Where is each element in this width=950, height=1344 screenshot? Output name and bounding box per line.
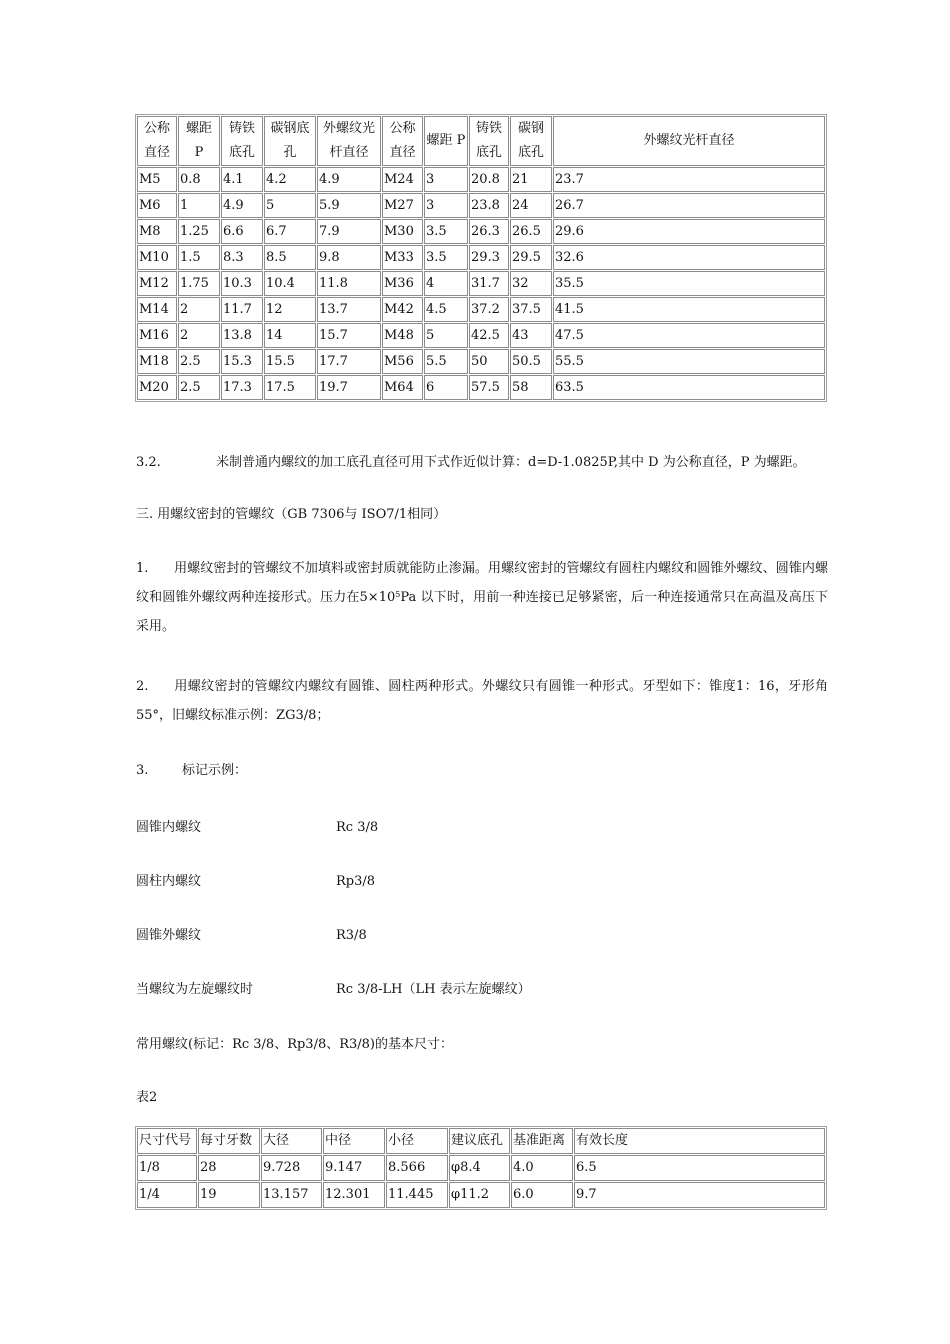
paragraph-2-text: 用螺纹密封的管螺纹内螺纹有圆锥、圆柱两种形式。外螺纹只有圆锥一种形式。牙型如下：锥度1：16，牙形角55°，旧螺纹标准示例：ZG3/8； — [136, 679, 828, 723]
table-cell: M20 — [137, 375, 177, 400]
table-cell: 4.0 — [511, 1155, 573, 1181]
table-cell: 37.5 — [510, 297, 552, 322]
table-cell: 8.566 — [386, 1155, 448, 1181]
table-cell: M12 — [137, 271, 177, 296]
table-cell: M30 — [382, 219, 423, 244]
mark-example-row — [136, 872, 375, 892]
table-cell: 50.5 — [510, 349, 552, 374]
paragraph-1 — [136, 554, 828, 641]
header-cell: 铸铁底孔 — [221, 116, 263, 166]
table-row — [137, 271, 825, 296]
table-row — [137, 1155, 825, 1181]
table-cell: 26.5 — [510, 219, 552, 244]
table-cell: 4.2 — [264, 167, 316, 192]
table-row — [137, 193, 825, 218]
table-row — [137, 167, 825, 192]
table-row — [137, 297, 825, 322]
mark-example-row — [136, 980, 531, 1000]
table-cell: 0.8 — [178, 167, 220, 192]
table-cell: 2 — [178, 323, 220, 348]
table-cell: 55.5 — [553, 349, 825, 374]
table-cell: 47.5 — [553, 323, 825, 348]
header-cell: 公称直径 — [137, 116, 177, 166]
table-cell: 5 — [424, 323, 468, 348]
section-3-2 — [136, 448, 836, 477]
paragraph-3 — [136, 756, 828, 785]
common-thread-intro: 常用螺纹(标记：Rc 3/8、Rp3/8、R3/8)的基本尺寸： — [136, 1037, 454, 1052]
table-cell: M27 — [382, 193, 423, 218]
table-cell: 4 — [424, 271, 468, 296]
mark-example-value: Rc 3/8-LH（LH 表示左旋螺纹） — [336, 982, 531, 997]
table-cell: 6.7 — [264, 219, 316, 244]
table-cell: 2.5 — [178, 349, 220, 374]
table-cell: M48 — [382, 323, 423, 348]
table-cell: 1.75 — [178, 271, 220, 296]
header-cell: 螺距 P — [178, 116, 220, 166]
table-cell: M5 — [137, 167, 177, 192]
table-cell: 3 — [424, 167, 468, 192]
paragraph-2 — [136, 672, 828, 730]
table-cell: 12 — [264, 297, 316, 322]
table-cell: 14 — [264, 323, 316, 348]
table-cell: 8.5 — [264, 245, 316, 270]
table-cell: 1/4 — [137, 1182, 197, 1208]
table-cell: 15.3 — [221, 349, 263, 374]
table-cell: 35.5 — [553, 271, 825, 296]
header-cell: 公称直径 — [382, 116, 423, 166]
table-cell: 43 — [510, 323, 552, 348]
section-3-heading: 三. 用螺纹密封的管螺纹（GB 7306与 ISO7/1相同） — [136, 507, 447, 522]
table-cell: φ11.2 — [449, 1182, 510, 1208]
table-header-row — [137, 116, 825, 166]
table-cell: 10.4 — [264, 271, 316, 296]
table-2-caption: 表2 — [136, 1090, 158, 1105]
table-cell: 42.5 — [469, 323, 509, 348]
table-cell: M18 — [137, 349, 177, 374]
mark-example-row — [136, 926, 367, 946]
table-cell: 13.157 — [261, 1182, 322, 1208]
paragraph-3-number: 3. — [136, 763, 149, 778]
header-cell: 有效长度 — [574, 1128, 825, 1154]
paragraph-1-number: 1. — [136, 561, 149, 576]
table-cell: 28 — [198, 1155, 260, 1181]
paragraph-1-text-b: Pa 以下时，用前一种连接已足够紧密，后一种连接通常只在高温及高压下采用。 — [136, 590, 829, 634]
table-cell: 2 — [178, 297, 220, 322]
table-row — [137, 323, 825, 348]
table-cell: 13.8 — [221, 323, 263, 348]
table-cell: 57.5 — [469, 375, 509, 400]
table-cell: M33 — [382, 245, 423, 270]
table-row — [137, 245, 825, 270]
section-3-2-number: 3.2. — [136, 455, 161, 470]
table-header-row — [137, 1128, 825, 1154]
table-cell: 58 — [510, 375, 552, 400]
mark-example-value: R3/8 — [336, 928, 367, 943]
header-cell: 外螺纹光杆直径 — [553, 116, 825, 166]
table-row — [137, 375, 825, 400]
table-cell: 29.6 — [553, 219, 825, 244]
table-cell: 11.445 — [386, 1182, 448, 1208]
table-cell: 11.8 — [317, 271, 381, 296]
header-cell: 碳钢底孔 — [510, 116, 552, 166]
header-cell: 尺寸代号 — [137, 1128, 197, 1154]
table-cell: 17.5 — [264, 375, 316, 400]
table-cell: 6.6 — [221, 219, 263, 244]
table-cell: 9.728 — [261, 1155, 322, 1181]
header-cell: 铸铁底孔 — [469, 116, 509, 166]
table-cell: 31.7 — [469, 271, 509, 296]
pipe-thread-table — [135, 1126, 827, 1210]
table-cell: 3.5 — [424, 245, 468, 270]
table-cell: M36 — [382, 271, 423, 296]
header-cell: 中径 — [323, 1128, 385, 1154]
header-cell: 大径 — [261, 1128, 322, 1154]
header-cell: 外螺纹光杆直径 — [317, 116, 381, 166]
paragraph-1-superscript: 5 — [395, 590, 401, 599]
mark-example-value: Rp3/8 — [336, 874, 376, 889]
table-cell: 24 — [510, 193, 552, 218]
table-cell: 5.9 — [317, 193, 381, 218]
table-cell: 20.8 — [469, 167, 509, 192]
table-cell: 15.7 — [317, 323, 381, 348]
table-cell: M10 — [137, 245, 177, 270]
paragraph-1-text-a: 用螺纹密封的管螺纹不加填料或密封质就能防止渗漏。用螺纹密封的管螺纹有圆柱内螺纹和圆锥外螺纹、圆锥内螺纹和圆锥外螺纹两种连接形式。压力在5×10 — [136, 561, 828, 605]
table-cell: 2.5 — [178, 375, 220, 400]
table-cell: 6.5 — [574, 1155, 825, 1181]
mark-example-label: 圆锥外螺纹 — [136, 928, 202, 943]
table-cell: 17.3 — [221, 375, 263, 400]
table-cell: 19.7 — [317, 375, 381, 400]
table-cell: M16 — [137, 323, 177, 348]
table-cell: 1/8 — [137, 1155, 197, 1181]
table-cell: 1 — [178, 193, 220, 218]
table-cell: 41.5 — [553, 297, 825, 322]
table-cell: 17.7 — [317, 349, 381, 374]
header-cell: 碳钢底孔 — [264, 116, 316, 166]
table-cell: 19 — [198, 1182, 260, 1208]
table-cell: 6 — [424, 375, 468, 400]
table-cell: φ8.4 — [449, 1155, 510, 1181]
table-cell: 32 — [510, 271, 552, 296]
mark-example-label: 圆锥内螺纹 — [136, 820, 202, 835]
table-cell: 23.8 — [469, 193, 509, 218]
table-cell: 4.1 — [221, 167, 263, 192]
section-3-2-text: 米制普通内螺纹的加工底孔直径可用下式作近似计算：d=D-1.0825P,其中 D 为公称直径，P 为螺距。 — [216, 455, 806, 470]
paragraph-2-number: 2. — [136, 679, 149, 694]
metric-thread-table — [135, 114, 827, 402]
table-cell: M6 — [137, 193, 177, 218]
header-cell: 每寸牙数 — [198, 1128, 260, 1154]
table-cell: 3 — [424, 193, 468, 218]
table-row — [137, 349, 825, 374]
table-cell: 12.301 — [323, 1182, 385, 1208]
table-cell: 26.3 — [469, 219, 509, 244]
table-cell: 5.5 — [424, 349, 468, 374]
table-cell: 9.147 — [323, 1155, 385, 1181]
table-cell: 4.9 — [317, 167, 381, 192]
table-cell: 29.5 — [510, 245, 552, 270]
mark-example-value: Rc 3/8 — [336, 820, 379, 835]
table-cell: 26.7 — [553, 193, 825, 218]
table-cell: 32.6 — [553, 245, 825, 270]
table-row — [137, 1182, 825, 1208]
table-row — [137, 219, 825, 244]
header-cell: 基准距离 — [511, 1128, 573, 1154]
table-cell: 6.0 — [511, 1182, 573, 1208]
table-cell: M64 — [382, 375, 423, 400]
table-cell: 1.5 — [178, 245, 220, 270]
table-cell: 23.7 — [553, 167, 825, 192]
table-cell: M56 — [382, 349, 423, 374]
header-cell: 螺距 P — [424, 116, 468, 166]
table-cell: 4.9 — [221, 193, 263, 218]
table-cell: 11.7 — [221, 297, 263, 322]
table-cell: 8.3 — [221, 245, 263, 270]
table-cell: 21 — [510, 167, 552, 192]
mark-example-label: 圆柱内螺纹 — [136, 874, 202, 889]
mark-example-label: 当螺纹为左旋螺纹时 — [136, 982, 254, 997]
table-cell: 3.5 — [424, 219, 468, 244]
table-cell: 5 — [264, 193, 316, 218]
table-cell: 15.5 — [264, 349, 316, 374]
table-cell: M14 — [137, 297, 177, 322]
table-cell: 37.2 — [469, 297, 509, 322]
paragraph-3-text: 标记示例： — [182, 763, 248, 778]
table-cell: 1.25 — [178, 219, 220, 244]
table-cell: M8 — [137, 219, 177, 244]
table-cell: 13.7 — [317, 297, 381, 322]
table-cell: 9.7 — [574, 1182, 825, 1208]
table-cell: M24 — [382, 167, 423, 192]
table-cell: 29.3 — [469, 245, 509, 270]
table-cell: M42 — [382, 297, 423, 322]
table-cell: 10.3 — [221, 271, 263, 296]
table-cell: 50 — [469, 349, 509, 374]
table-cell: 9.8 — [317, 245, 381, 270]
header-cell: 建议底孔 — [449, 1128, 510, 1154]
header-cell: 小径 — [386, 1128, 448, 1154]
table-cell: 4.5 — [424, 297, 468, 322]
mark-example-row — [136, 818, 378, 838]
table-cell: 63.5 — [553, 375, 825, 400]
table-cell: 7.9 — [317, 219, 381, 244]
